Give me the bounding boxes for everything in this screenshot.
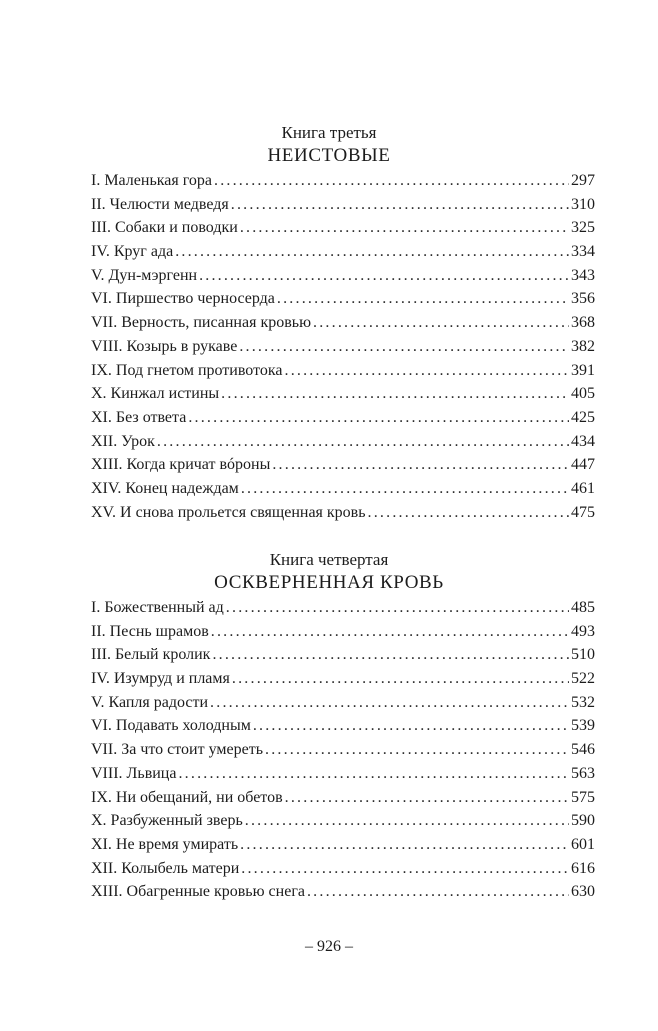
chapter-title: IV. Круг ада	[91, 243, 174, 261]
dot-leader	[210, 691, 569, 715]
toc-entry	[91, 809, 595, 833]
toc-entry	[91, 643, 595, 667]
chapter-page-number: 297	[571, 172, 595, 189]
chapter-title: XII. Колыбель матери	[91, 859, 240, 877]
chapter-title: VII. Верность, писанная кровью	[91, 314, 312, 332]
dot-leader	[175, 240, 569, 264]
toc-entry	[91, 453, 595, 477]
page-number: – 926 –	[305, 938, 353, 955]
toc-entry	[91, 833, 595, 857]
chapter-page-number: 546	[571, 741, 595, 759]
dot-leader	[240, 833, 569, 857]
toc-entry	[91, 406, 595, 430]
dot-leader	[199, 264, 569, 288]
chapter-page-number: 382	[571, 337, 595, 355]
toc-entry	[91, 287, 595, 311]
chapter-page-number: 590	[571, 812, 595, 830]
chapter-page-number: 356	[571, 290, 595, 308]
dot-leader	[214, 169, 569, 193]
chapter-page-number: 425	[571, 408, 595, 426]
chapter-page-number: 343	[571, 266, 595, 284]
toc-entry	[91, 667, 595, 691]
chapter-page-number: 601	[571, 835, 595, 853]
dot-leader	[272, 453, 569, 477]
chapter-title: X. Разбуженный зверь	[91, 812, 243, 830]
toc-entry	[91, 857, 595, 881]
chapter-title: II. Песнь шрамов	[91, 622, 209, 640]
dot-leader	[231, 193, 569, 217]
chapter-title: XIII. Обагренные кровью снега	[91, 883, 305, 901]
chapter-title: XII. Урок	[91, 432, 155, 450]
dot-leader	[221, 382, 569, 406]
toc-entry	[91, 264, 595, 288]
chapter-title: VI. Пиршество черносерда	[91, 290, 275, 308]
toc-entry	[91, 880, 595, 904]
dot-leader	[240, 216, 569, 240]
toc-entry	[91, 620, 595, 644]
book-three-chapter-list	[91, 169, 595, 524]
chapter-page-number: 485	[571, 599, 595, 616]
chapter-title: V. Капля радости	[91, 693, 209, 711]
chapter-title: XI. Без ответа	[91, 408, 187, 426]
chapter-title: V. Дун-мэргенн	[91, 266, 198, 284]
dot-leader	[245, 809, 569, 833]
dot-leader	[212, 643, 569, 667]
chapter-page-number: 510	[571, 646, 595, 664]
chapter-page-number: 630	[571, 883, 595, 901]
toc-entry	[91, 477, 595, 501]
chapter-page-number: 522	[571, 670, 595, 688]
dot-leader	[226, 596, 569, 620]
dot-leader	[265, 738, 569, 762]
chapter-page-number: 310	[571, 195, 595, 213]
dot-leader	[307, 880, 569, 904]
book-three-title: НЕИСТОВЫЕ	[267, 145, 391, 166]
chapter-title: XIII. Когда кричат вóроны	[91, 456, 271, 474]
chapter-page-number: 334	[571, 243, 595, 261]
chapter-title: XV. И снова прольется священная кровь	[91, 503, 366, 521]
chapter-page-number: 325	[571, 219, 595, 237]
toc-entry	[91, 786, 595, 810]
toc-entry	[91, 738, 595, 762]
chapter-title: IX. Ни обещаний, ни обетов	[91, 788, 283, 806]
toc-entry	[91, 382, 595, 406]
chapter-title: III. Собаки и поводки	[91, 219, 238, 237]
dot-leader	[232, 667, 569, 691]
chapter-title: IX. Под гнетом противотока	[91, 361, 283, 379]
chapter-page-number: 493	[571, 622, 595, 640]
dot-leader	[285, 359, 570, 383]
chapter-page-number: 563	[571, 764, 595, 782]
toc-entry	[91, 714, 595, 738]
chapter-page-number: 616	[571, 859, 595, 877]
chapter-title: IV. Изумруд и пламя	[91, 670, 230, 688]
book-three-heading	[0, 122, 658, 168]
dot-leader	[285, 786, 569, 810]
dot-leader	[211, 620, 569, 644]
chapter-page-number: 368	[571, 314, 595, 332]
chapter-page-number: 532	[571, 693, 595, 711]
book-four-heading	[0, 549, 658, 595]
dot-leader	[253, 714, 569, 738]
toc-entry	[91, 335, 595, 359]
dot-leader	[239, 335, 569, 359]
toc-entry	[91, 501, 595, 525]
toc-entry	[91, 169, 595, 193]
chapter-title: XIV. Конец надеждам	[91, 479, 239, 497]
toc-entry	[91, 762, 595, 786]
dot-leader	[313, 311, 569, 335]
chapter-title: II. Челюсти медведя	[91, 195, 229, 213]
book-four-label: Книга четвертая	[269, 550, 389, 569]
toc-entry	[91, 430, 595, 454]
chapter-title: VII. За что стоит умереть	[91, 741, 263, 759]
chapter-title: I. Божественный ад	[91, 599, 224, 616]
chapter-page-number: 447	[571, 456, 595, 474]
chapter-title: III. Белый кролик	[91, 646, 211, 664]
book-three-label: Книга третья	[281, 123, 377, 142]
chapter-title: XI. Не время умирать	[91, 835, 239, 853]
book-four-chapter-list	[91, 596, 595, 904]
chapter-page-number: 539	[571, 717, 595, 735]
chapter-page-number: 475	[571, 503, 595, 521]
dot-leader	[241, 857, 569, 881]
chapter-page-number: 391	[571, 361, 595, 379]
toc-entry	[91, 311, 595, 335]
dot-leader	[368, 501, 569, 525]
chapter-page-number: 461	[571, 479, 595, 497]
dot-leader	[241, 477, 569, 501]
chapter-page-number: 434	[571, 432, 595, 450]
dot-leader	[188, 406, 569, 430]
dot-leader	[277, 287, 569, 311]
toc-entry	[91, 691, 595, 715]
toc-entry	[91, 216, 595, 240]
chapter-title: VI. Подавать холодным	[91, 717, 251, 735]
toc-entry	[91, 359, 595, 383]
toc-entry	[91, 596, 595, 620]
chapter-title: I. Маленькая гора	[91, 172, 212, 189]
book-four-title: ОСКВЕРНЕННАЯ КРОВЬ	[214, 572, 444, 593]
chapter-page-number: 575	[571, 788, 595, 806]
dot-leader	[178, 762, 569, 786]
chapter-title: VIII. Козырь в рукаве	[91, 337, 238, 355]
dot-leader	[157, 430, 569, 454]
chapter-title: X. Кинжал истины	[91, 385, 220, 403]
toc-entry	[91, 240, 595, 264]
toc-entry	[91, 193, 595, 217]
chapter-title: VIII. Львица	[91, 764, 177, 782]
chapter-page-number: 405	[571, 385, 595, 403]
